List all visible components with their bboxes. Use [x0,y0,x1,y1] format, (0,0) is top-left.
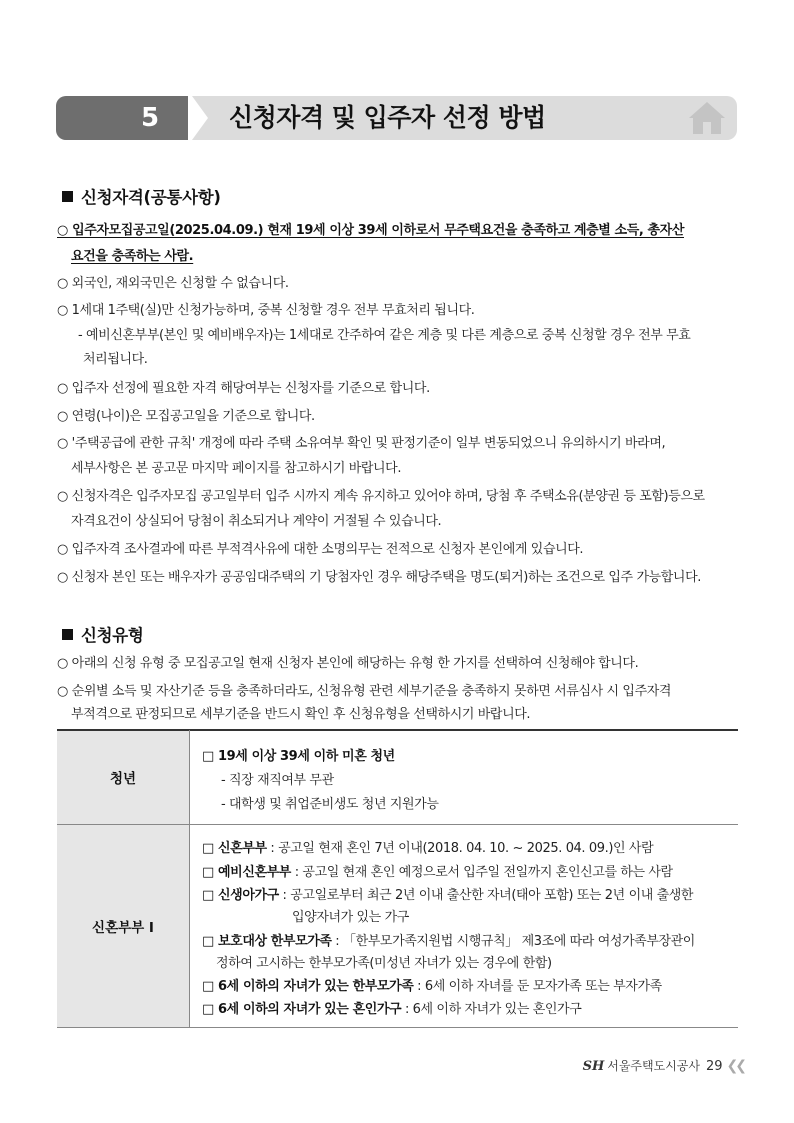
qualification-line: 자격요건이 상실되어 당첨이 취소되거나 계약이 거절될 수 있습니다. [71,514,442,529]
table-cell-item: - 직장 재직여부 무관 [221,773,334,788]
qualification-line: ○ 1세대 1주택(실)만 신청가능하며, 중복 신청할 경우 전부 무효처리 됩니다. [57,303,475,318]
table-cell-item: 입양자녀가 있는 가구 [292,910,409,925]
types-line: ○ 아래의 신청 유형 중 모집공고일 현재 신청자 본인에 해당하는 유형 한 가지를 선택하여 신청해야 합니다. [57,656,639,671]
qualification-line: ○ 입주자모집공고일(2025.04.09.) 현재 19세 이상 39세 이하로서 무주택요건을 충족하고 계층별 소득, 총자산 [57,223,684,238]
table-bottom-border [57,1027,738,1028]
page-footer [583,1057,744,1074]
page-number: 29 [705,1059,723,1074]
qualification-line: 요건을 충족하는 사람. [71,249,194,264]
qualification-line: ○ 입주자 선정에 필요한 자격 해당여부는 신청자를 기준으로 합니다. [57,381,430,396]
section-title: 신청자격 및 입주자 선정 방법 [229,103,546,132]
table-cell-item: □ 19세 이상 39세 이하 미혼 청년 [202,749,395,764]
table-cell-item: □ 예비신혼부부 : 공고일 현재 혼인 예정으로서 입주일 전일까지 혼인신고를 하는 사람 [202,865,673,880]
qualification-line: ○ 입주자격 조사결과에 따른 부적격사유에 대한 소명의무는 전적으로 신청자 본인에게 있습니다. [57,542,584,557]
qualification-line: - 예비신혼부부(본인 및 예비배우자)는 1세대로 간주하여 같은 계층 및 다른 계층으로 중복 신청할 경우 전부 무효 [78,328,691,343]
chevron-right-icon [182,96,208,140]
row-label-newlywed: 신혼부부 Ⅰ [92,920,154,936]
qualification-line: ○ 외국인, 재외국민은 신청할 수 없습니다. [57,276,289,291]
row-label-youth: 청년 [109,771,137,787]
types-line: ○ 순위별 소득 및 자산기준 등을 충족하더라도, 신청유형 관련 세부기준을 충족하지 못하면 서류심사 시 입주자격 [57,684,672,699]
table-cell-item: □ 보호대상 한부모가족 : 「한부모가족지원법 시행규칙」 제3조에 따라 여성가족부장관이 [202,934,695,949]
org-name: 서울주택도시공사 [607,1059,700,1073]
section-header-bar [56,96,737,140]
types-line: 부적격으로 판정되므로 세부기준을 반드시 확인 후 신청유형을 선택하시기 바랍니다. [71,707,531,722]
table-cell-item: □ 신생아가구 : 공고일로부터 최근 2년 이내 출산한 자녀(태아 포함) 또는 2년 이내 출생한 [202,888,694,903]
qualification-heading: 신청자격(공통사항) [62,184,221,208]
table-cell-item: □ 6세 이하의 자녀가 있는 혼인가구 : 6세 이하 자녀가 있는 혼인가구 [202,1002,582,1017]
table-cell-item: - 대학생 및 취업준비생도 청년 지원가능 [221,797,439,812]
table-top-border [57,729,738,731]
types-heading: 신청유형 [62,622,144,646]
table-row-divider [57,824,738,825]
double-chevron-left-icon: ❮❮ [726,1058,744,1074]
section-number: 5 [140,103,160,133]
square-bullet-icon [62,191,73,202]
table-column-divider [189,730,190,1027]
qualification-line: ○ 신청자 본인 또는 배우자가 공공임대주택의 기 당첨자인 경우 해당주택을 명도(퇴거)하는 조건으로 입주 가능합니다. [57,570,701,585]
table-cell-item: 정하여 고시하는 한부모가족(미성년 자녀가 있는 경우에 한함) [216,956,552,971]
qualification-line: ○ '주택공급에 관한 규칙' 개정에 따라 주택 소유여부 확인 및 판정기준이 일부 변동되었으니 유의하시기 바라며, [57,436,666,451]
sh-logo: SH [582,1059,605,1074]
qualification-line: ○ 연령(나이)은 모집공고일을 기준으로 합니다. [57,409,315,424]
table-cell-item: □ 6세 이하의 자녀가 있는 한부모가족 : 6세 이하 자녀를 둔 모자가족 또는 부자가족 [202,979,662,994]
table-cell-item: □ 신혼부부 : 공고일 현재 혼인 7년 이내(2018. 04. 10. ~ 2025. 04. 09.)인 사람 [202,841,654,856]
qualification-line: 세부사항은 본 공고문 마지막 페이지를 참고하시기 바랍니다. [71,461,402,476]
qualification-line: 처리됩니다. [83,352,148,367]
square-bullet-icon [62,629,73,640]
home-icon [687,100,727,136]
qualification-line: ○ 신청자격은 입주자모집 공고일부터 입주 시까지 계속 유지하고 있어야 하며, 당첨 후 주택소유(분양권 등 포함)등으로 [57,489,705,504]
